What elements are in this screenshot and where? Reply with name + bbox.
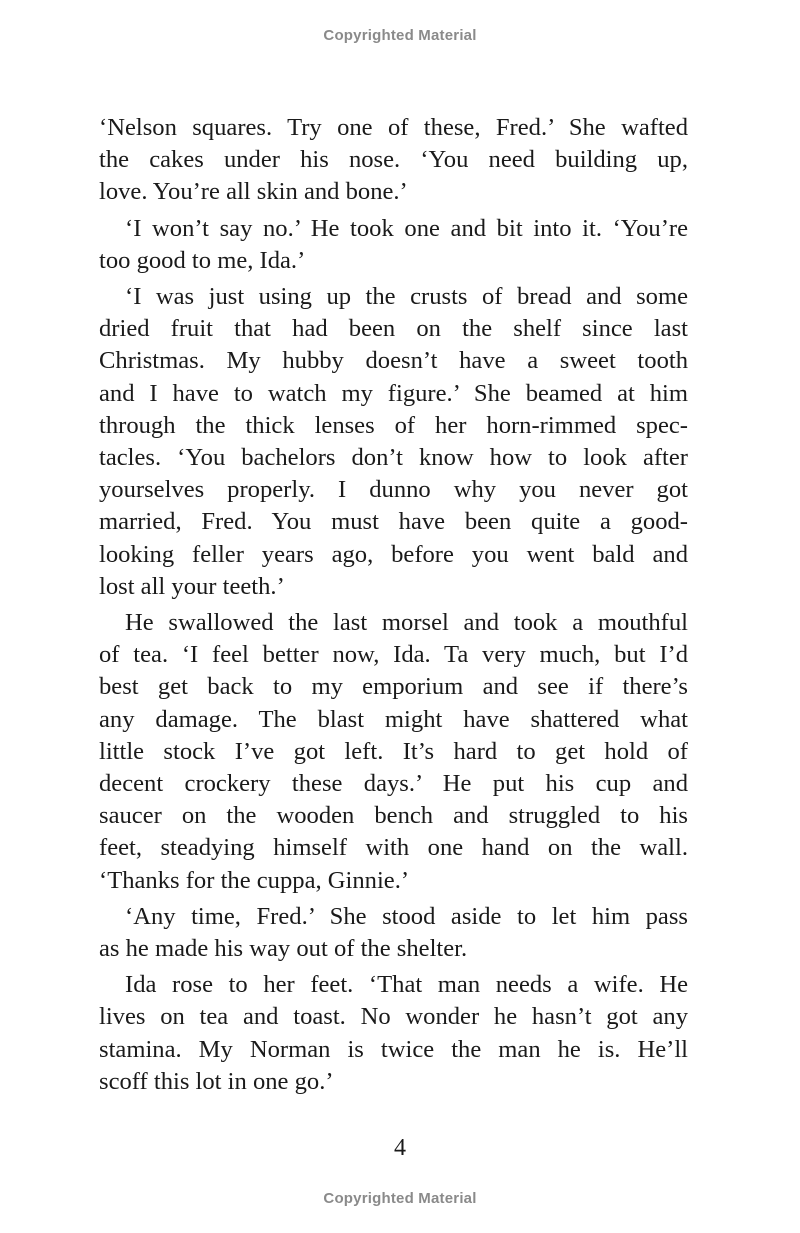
- page-body: [99, 112, 688, 1102]
- text-line: lost all your teeth.’: [99, 572, 285, 600]
- text-line: feet, steadying himself with one hand on the wall.: [99, 834, 688, 862]
- text-line: scoff this lot in one go.’: [99, 1067, 334, 1095]
- paragraph-6: [99, 969, 688, 1098]
- text-line: ‘Any time, Fred.’ She stood aside to let him pass: [125, 902, 688, 930]
- text-line: lives on tea and toast. No wonder he hasn’t got any: [99, 1003, 688, 1031]
- text-line: yourselves properly. I dunno why you never got: [99, 476, 688, 504]
- text-line: ‘Thanks for the cuppa, Ginnie.’: [99, 866, 410, 894]
- text-line: too good to me, Ida.’: [99, 246, 306, 274]
- text-line: love. You’re all skin and bone.’: [99, 178, 408, 206]
- paragraph-5: [99, 901, 688, 965]
- text-line: tacles. ‘You bachelors don’t know how to look after: [99, 444, 688, 472]
- text-line: decent crockery these days.’ He put his cup and: [99, 770, 688, 798]
- text-line: through the thick lenses of her horn-rimmed spec-: [99, 411, 688, 439]
- paragraph-2: [99, 213, 688, 277]
- paragraph-3: [99, 281, 688, 603]
- text-line: best get back to my emporium and see if there’s: [99, 673, 688, 701]
- text-line: Christmas. My hubby doesn’t have a sweet tooth: [99, 347, 688, 375]
- text-line: ‘Nelson squares. Try one of these, Fred.’ She wafted: [99, 114, 688, 141]
- text-line: the cakes under his nose. ‘You need building up,: [99, 146, 688, 174]
- text-line: dried fruit that had been on the shelf since last: [99, 315, 688, 343]
- page-number: 4: [394, 1135, 406, 1161]
- text-line: little stock I’ve got left. It’s hard to get hold of: [99, 737, 688, 765]
- text-line: stamina. My Norman is twice the man he is. He’ll: [99, 1035, 688, 1063]
- text-line: any damage. The blast might have shattered what: [99, 705, 688, 733]
- paragraph-4: [99, 607, 688, 897]
- text-line: as he made his way out of the shelter.: [99, 935, 468, 963]
- text-line: He swallowed the last morsel and took a mouthful: [125, 609, 688, 637]
- text-line: Ida rose to her feet. ‘That man needs a wife. He: [125, 971, 688, 999]
- copyright-watermark-top: Copyrighted Material: [323, 27, 477, 44]
- text-line: ‘I was just using up the crusts of bread and some: [125, 283, 688, 311]
- text-line: married, Fred. You must have been quite a good-: [99, 508, 688, 536]
- text-line: and I have to watch my figure.’ She beamed at him: [99, 379, 688, 407]
- paragraph-1: [99, 112, 688, 209]
- text-line: ‘I won’t say no.’ He took one and bit into it. ‘You’re: [125, 214, 688, 242]
- copyright-watermark-bottom: Copyrighted Material: [323, 1190, 477, 1207]
- text-line: of tea. ‘I feel better now, Ida. Ta very much, but I’d: [99, 641, 688, 669]
- text-line: saucer on the wooden bench and struggled to his: [99, 802, 688, 830]
- text-line: looking feller years ago, before you went bald and: [99, 540, 688, 568]
